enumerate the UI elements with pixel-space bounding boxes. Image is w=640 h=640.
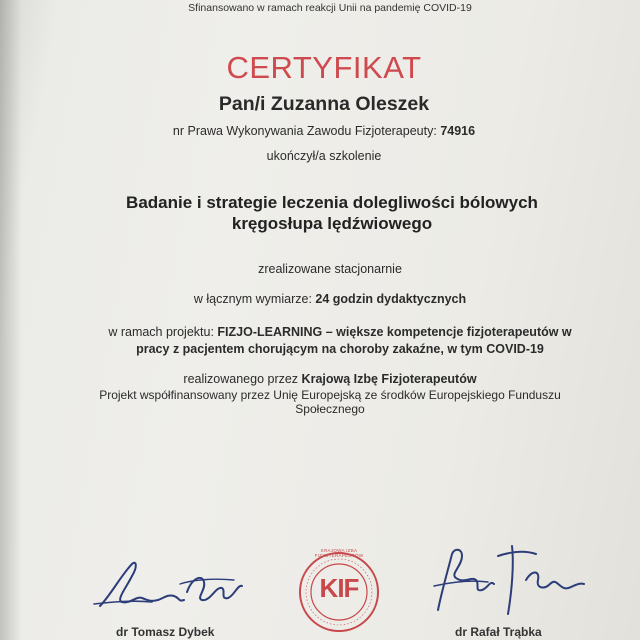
left-signature-icon (92, 556, 252, 616)
course-title (0, 192, 640, 234)
course-title-line-1: Badanie i strategie leczenia dolegliwości bólowych (126, 193, 538, 212)
cofinancing-line-2: Społecznego (295, 402, 365, 416)
hours-line (0, 292, 640, 306)
project-name-line-2: pracy z pacjentem chorującym na choroby zakaźne, w tym COVID-19 (136, 342, 544, 356)
project-line-1 (10, 324, 640, 341)
license-number: 74916 (440, 124, 476, 138)
left-signatory-name: dr Tomasz Dybek (116, 625, 215, 639)
realized-line (0, 371, 640, 387)
project-name-line-1: FIZJO-LEARNING – większe kompetencje fizjoterapeutów w (217, 325, 572, 339)
funding-note: Sfinansowano w ramach reakcji Unii na pandemię COVID-19 (188, 2, 472, 14)
license-label: nr Prawa Wykonywania Zawodu Fizjoterapeuty: (172, 124, 437, 138)
realized-by: Krajową Izbę Fizjoterapeutów (301, 372, 477, 386)
recipient-name: Pan/i Zuzanna Oleszek (218, 93, 430, 115)
project-line-2 (10, 341, 640, 358)
stamp-ring-text: KRAJOWA IZBA FIZJOTERAPEUTÓW (314, 548, 364, 558)
stamp-logo-text: KIF (319, 573, 359, 603)
cofinancing-note (0, 388, 640, 416)
project-label: w ramach projektu: (108, 325, 214, 339)
project-block (10, 324, 640, 358)
hours-label: w łącznym wymiarze: (193, 292, 312, 306)
certificate-title: CERTYFIKAT (226, 50, 422, 85)
license-line (0, 124, 640, 138)
right-signature-icon (428, 540, 598, 620)
cofinancing-line-1: Projekt współfinansowany przez Unię Europejską ze środków Europejskiego Funduszu (99, 388, 561, 402)
course-mode: zrealizowane stacjonarnie (258, 262, 402, 276)
completed-text: ukończył/a szkolenie (266, 149, 382, 163)
right-signatory-name: dr Rafał Trąbka (455, 625, 542, 639)
realized-label: realizowanego przez (183, 372, 299, 386)
course-title-line-2: kręgosłupa lędźwiowego (231, 214, 433, 233)
hours-value: 24 godzin dydaktycznych (315, 292, 467, 306)
